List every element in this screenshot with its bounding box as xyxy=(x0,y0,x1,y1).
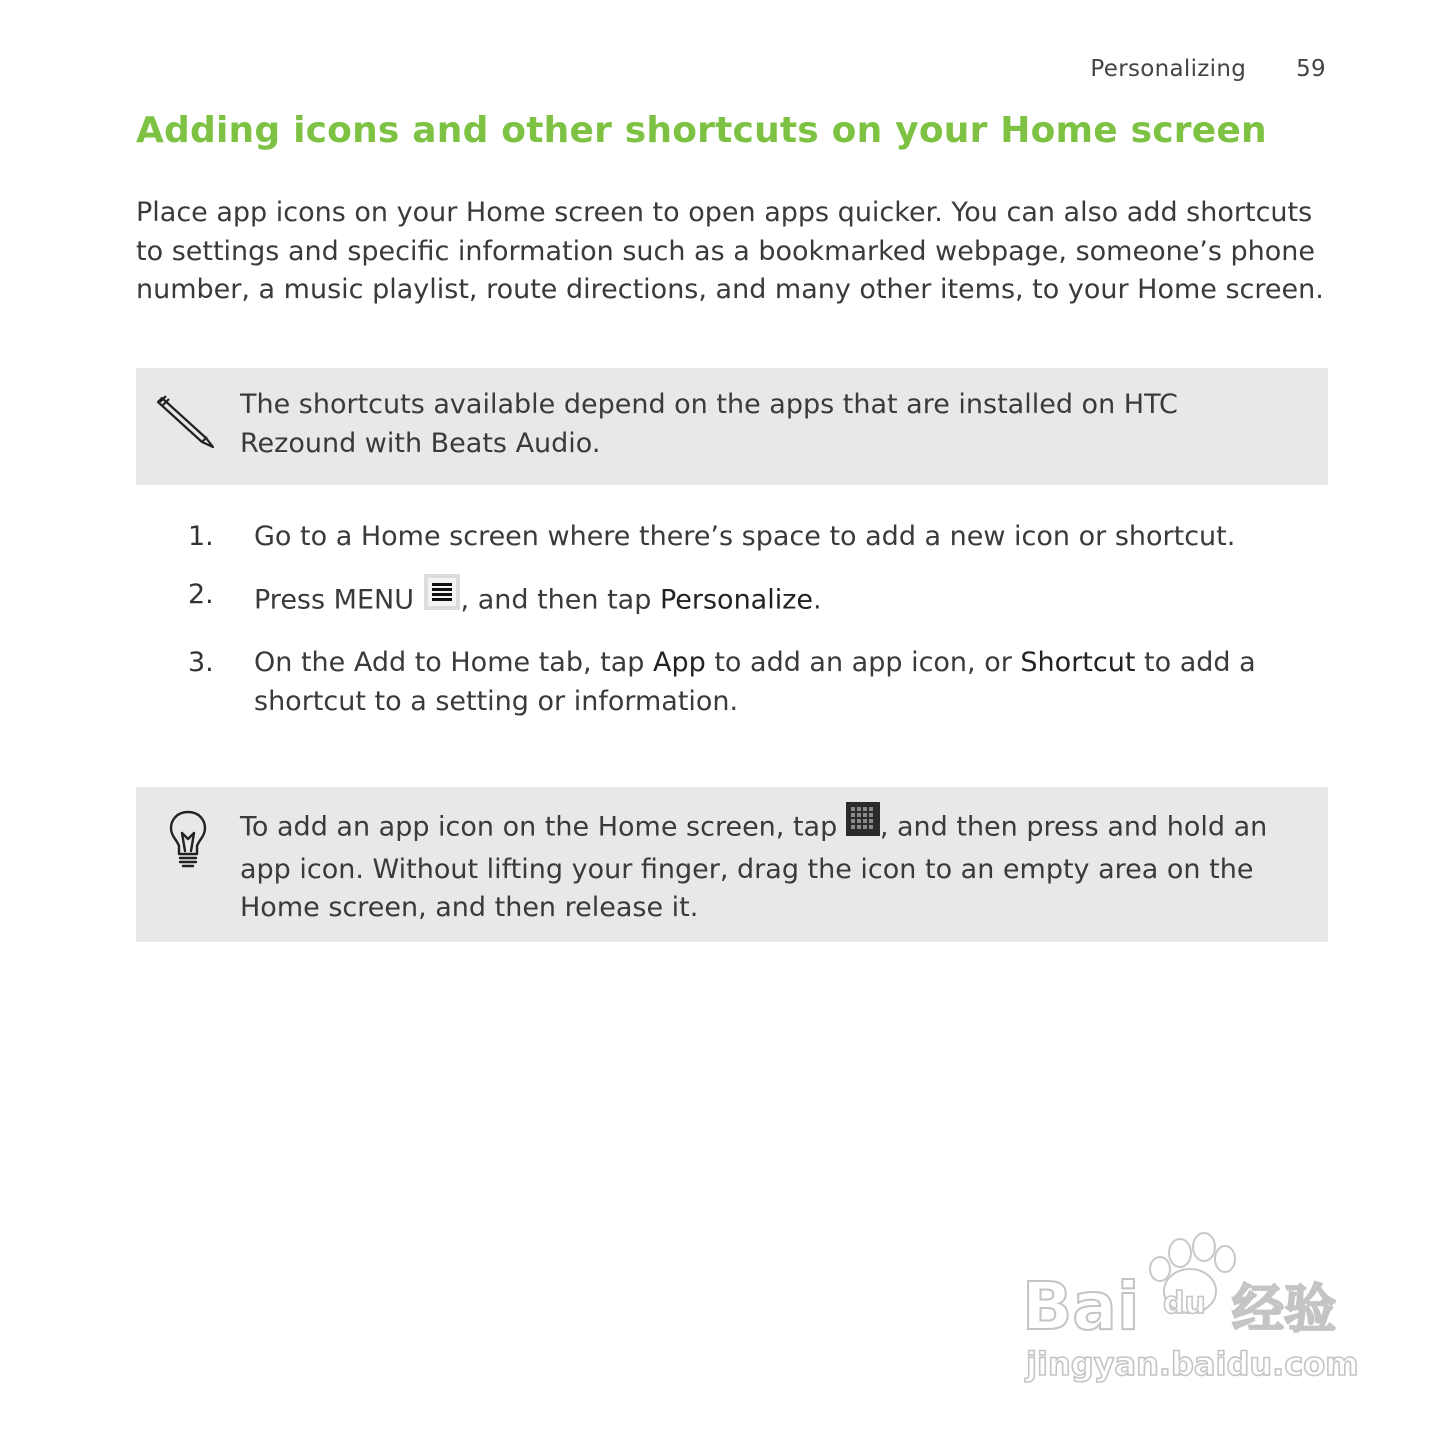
step-text xyxy=(254,644,1328,721)
step-text xyxy=(254,576,1328,626)
all-apps-icon xyxy=(846,802,880,848)
step-number: 2. xyxy=(188,578,214,610)
step-text-segment: On the Add to Home tab, tap xyxy=(254,647,653,678)
step-text: Go to a Home screen where there’s space to add a new icon or shortcut. xyxy=(254,521,1236,552)
baidu-watermark xyxy=(1020,1225,1360,1390)
step-text-segment: . xyxy=(813,583,822,615)
list-item xyxy=(136,518,1328,557)
watermark-url: jingyan.baidu.com xyxy=(1026,1345,1359,1383)
lightbulb-icon xyxy=(168,809,208,875)
list-item xyxy=(136,576,1328,626)
app-keyword: App xyxy=(653,647,706,678)
step-text-segment: to add a shortcut to a setting or information. xyxy=(254,647,1256,717)
tip-text-segment: , and then press and hold an app icon. Without lifting your finger, drag the icon to an empty area on the Home screen, and then release it. xyxy=(240,811,1268,923)
personalize-keyword: Personalize xyxy=(659,583,814,615)
steps-list xyxy=(136,518,1328,740)
watermark-brand-tail: du xyxy=(1163,1286,1206,1321)
note-text: The shortcuts available depend on the apps that are installed on HTC Rezound with Beats Audio. xyxy=(240,389,1178,459)
running-header xyxy=(1090,56,1326,82)
step-text-segment: Press MENU xyxy=(254,583,423,615)
step-number: 3. xyxy=(188,647,214,678)
menu-icon xyxy=(423,573,461,623)
tip-text xyxy=(240,805,1300,928)
section-name: Personalizing xyxy=(1090,56,1247,82)
list-item xyxy=(136,644,1328,721)
intro-paragraph: Place app icons on your Home screen to open apps quicker. You can also add shortcuts to settings and specific information such as a bookmarked webpage, someone’s phone number, a music playlist, route directions, and many other items, to your Home screen. xyxy=(136,197,1324,305)
page-number: 59 xyxy=(1296,56,1326,82)
pencil-icon xyxy=(156,390,218,456)
step-text-segment: , and then tap xyxy=(460,583,660,615)
page-title: Adding icons and other shortcuts on your Home screen xyxy=(136,110,1267,151)
step-text-segment: to add an app icon, or xyxy=(705,647,1021,678)
shortcut-keyword: Shortcut xyxy=(1020,647,1136,678)
watermark-cn: 经验 xyxy=(1232,1280,1337,1340)
watermark-brand: Bai xyxy=(1022,1268,1140,1345)
step-number: 1. xyxy=(188,521,214,552)
tip-text-segment: To add an app icon on the Home screen, tap xyxy=(240,811,846,843)
